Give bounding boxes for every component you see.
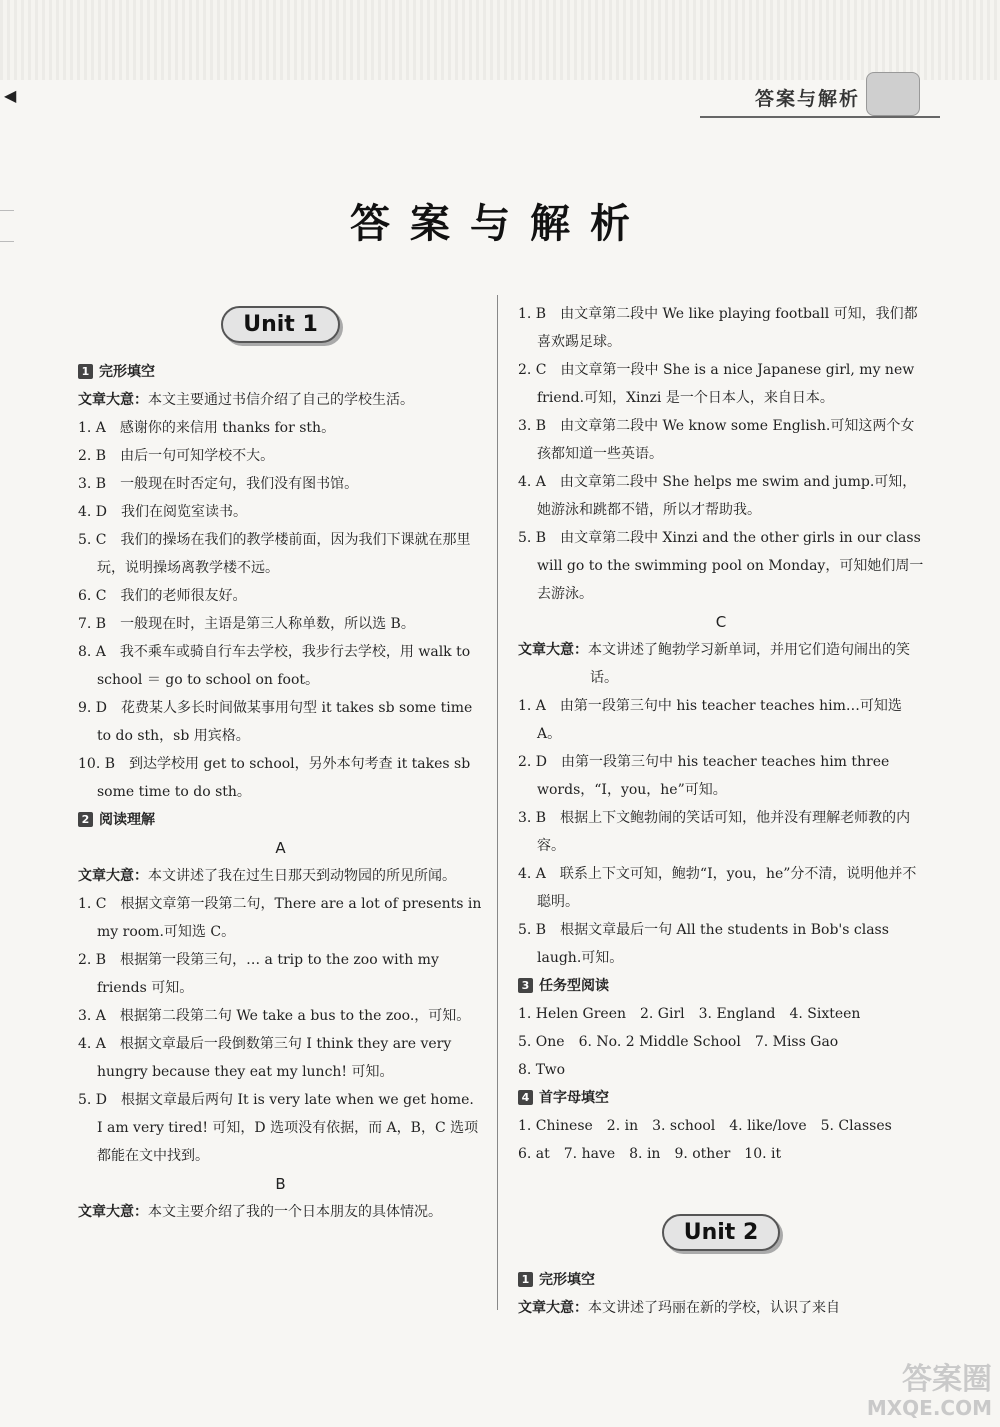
- answer-item: 1. B 由文章第二段中 We like playing football 可知，我们都喜欢踢足球。: [518, 306, 918, 350]
- answer-item: 5. C 我们的操场在我们的教学楼前面，因为我们下课就在那里玩，说明操场离教学楼不远。: [78, 532, 471, 576]
- back-arrow-icon[interactable]: ◀: [4, 86, 17, 105]
- section-heading-cloze: 1 完形填空: [518, 1266, 924, 1294]
- header-title: 答案与解析: [754, 88, 860, 110]
- answer-item: 3. B 一般现在时否定句，我们没有图书馆。: [78, 476, 359, 492]
- part-label: B: [275, 1175, 286, 1193]
- section-heading-reading: 2 阅读理解: [78, 806, 483, 834]
- answer-item: 2. D 由第一段第三句中 his teacher teaches him three words，“I，you，he”可知。: [518, 754, 890, 798]
- answer-line: 5. One 6. No. 2 Middle School 7. Miss Gao: [518, 1034, 839, 1050]
- section-heading-cloze: 1 完形填空: [78, 358, 483, 386]
- answer-item: 8. A 我不乘车或骑自行车去学校，我步行去学校，用 walk to school ＝ go to school on foot。: [78, 644, 471, 688]
- answer-item: 5. B 由文章第二段中 Xinzi and the other girls in our class will go to the swimming pool on Monday，可知她们周一去游泳。: [518, 530, 924, 602]
- summary: 文章大意：本文主要通过书信介绍了自己的学校生活。: [78, 392, 414, 408]
- answer-line: 6. at 7. have 8. in 9. other 10. it: [518, 1146, 782, 1162]
- answer-item: 1. C 根据文章第一段第二句，There are a lot of presents in my room.可知选 C。: [78, 896, 482, 940]
- answer-item: 3. B 根据上下文鲍勃闹的笑话可知，他并没有理解老师教的内容。: [518, 810, 911, 854]
- answer-item: 1. A 由第一段第三句中 his teacher teaches him…可知选 A。: [518, 698, 902, 742]
- summary: 文章大意：本文讲述了鲍勃学习新单词，并用它们造句闹出的笑话。: [518, 642, 910, 686]
- column-divider: [497, 295, 498, 1310]
- section-number-icon: 3: [518, 978, 533, 993]
- section-number-icon: 1: [518, 1272, 533, 1287]
- answer-item: 3. B 由文章第二段中 We know some English.可知这两个女孩都知道一些英语。: [518, 418, 915, 462]
- watermark-logo: 答案圈 MXQE.COM: [866, 1362, 992, 1420]
- section-number-icon: 2: [78, 812, 93, 827]
- answer-item: 6. C 我们的老师很友好。: [78, 588, 247, 604]
- unit-1-heading: Unit 1: [78, 306, 483, 348]
- answer-item: 4. A 联系上下文可知，鲍勃“I，you，he”分不清，说明他并不聪明。: [518, 866, 917, 910]
- answer-item: 1. A 感谢你的来信用 thanks for sth。: [78, 420, 336, 436]
- left-column: [78, 300, 483, 1226]
- section-heading-task-reading: 3 任务型阅读: [518, 972, 924, 1000]
- answer-item: 2. B 由后一句可知学校不大。: [78, 448, 275, 464]
- part-label: C: [715, 613, 727, 631]
- answer-item: 10. B 到达学校用 get to school，另外本句考查 it takes sb some time to do sth。: [78, 756, 471, 800]
- answer-line: 8. Two: [518, 1062, 566, 1078]
- answer-item: 9. D 花费某人多长时间做某事用句型 it takes sb some time to do sth，sb 用宾格。: [78, 700, 473, 744]
- summary: 文章大意：本文讲述了玛丽在新的学校，认识了来自: [518, 1300, 840, 1316]
- answer-item: 5. D 根据文章最后两句 It is very late when we get home. I am very tired! 可知，D 选项没有依据，而 A，B，C 选项都能在文中找到。: [78, 1092, 479, 1164]
- section-heading-initial-letter: 4 首字母填空: [518, 1084, 924, 1112]
- answer-item: 4. D 我们在阅览室读书。: [78, 504, 248, 520]
- answer-item: 2. C 由文章第一段中 She is a nice Japanese girl, my new friend.可知，Xinzi 是一个日本人，来自日本。: [518, 362, 915, 406]
- summary: 文章大意：本文讲述了我在过生日那天到动物园的所见所闻。: [78, 868, 456, 884]
- answer-item: 3. A 根据第二段第二句 We take a bus to the zoo.，可知。: [78, 1008, 471, 1024]
- spacer: [518, 1168, 924, 1208]
- part-label: A: [275, 839, 286, 857]
- page-title: 答案与解析: [350, 201, 650, 247]
- scan-texture-band: [0, 0, 1000, 80]
- section-number-icon: 1: [78, 364, 93, 379]
- answer-item: 4. A 由文章第二段中 She helps me swim and jump.可知，她游泳和跳都不错，所以才帮助我。: [518, 474, 917, 518]
- answer-item: 7. B 一般现在时，主语是第三人称单数，所以选 B。: [78, 616, 415, 632]
- answer-item: 5. B 根据文章最后一句 All the students in Bob's class laugh.可知。: [518, 922, 889, 966]
- answer-line: 1. Chinese 2. in 3. school 4. like/love 5. Classes: [518, 1118, 892, 1134]
- right-column: [518, 300, 924, 1322]
- unit-2-heading: Unit 2: [518, 1214, 924, 1256]
- answer-line: 1. Helen Green 2. Girl 3. England 4. Sixteen: [518, 1006, 861, 1022]
- header-rule: [700, 116, 940, 118]
- answer-item: 2. B 根据第一段第三句，… a trip to the zoo with my friends 可知。: [78, 952, 439, 996]
- summary: 文章大意：本文主要介绍了我的一个日本朋友的具体情况。: [78, 1204, 442, 1220]
- section-number-icon: 4: [518, 1090, 533, 1105]
- header-logo-icon: [866, 72, 920, 116]
- answer-item: 4. A 根据文章最后一段倒数第三句 I think they are very hungry because they eat my lunch! 可知。: [78, 1036, 452, 1080]
